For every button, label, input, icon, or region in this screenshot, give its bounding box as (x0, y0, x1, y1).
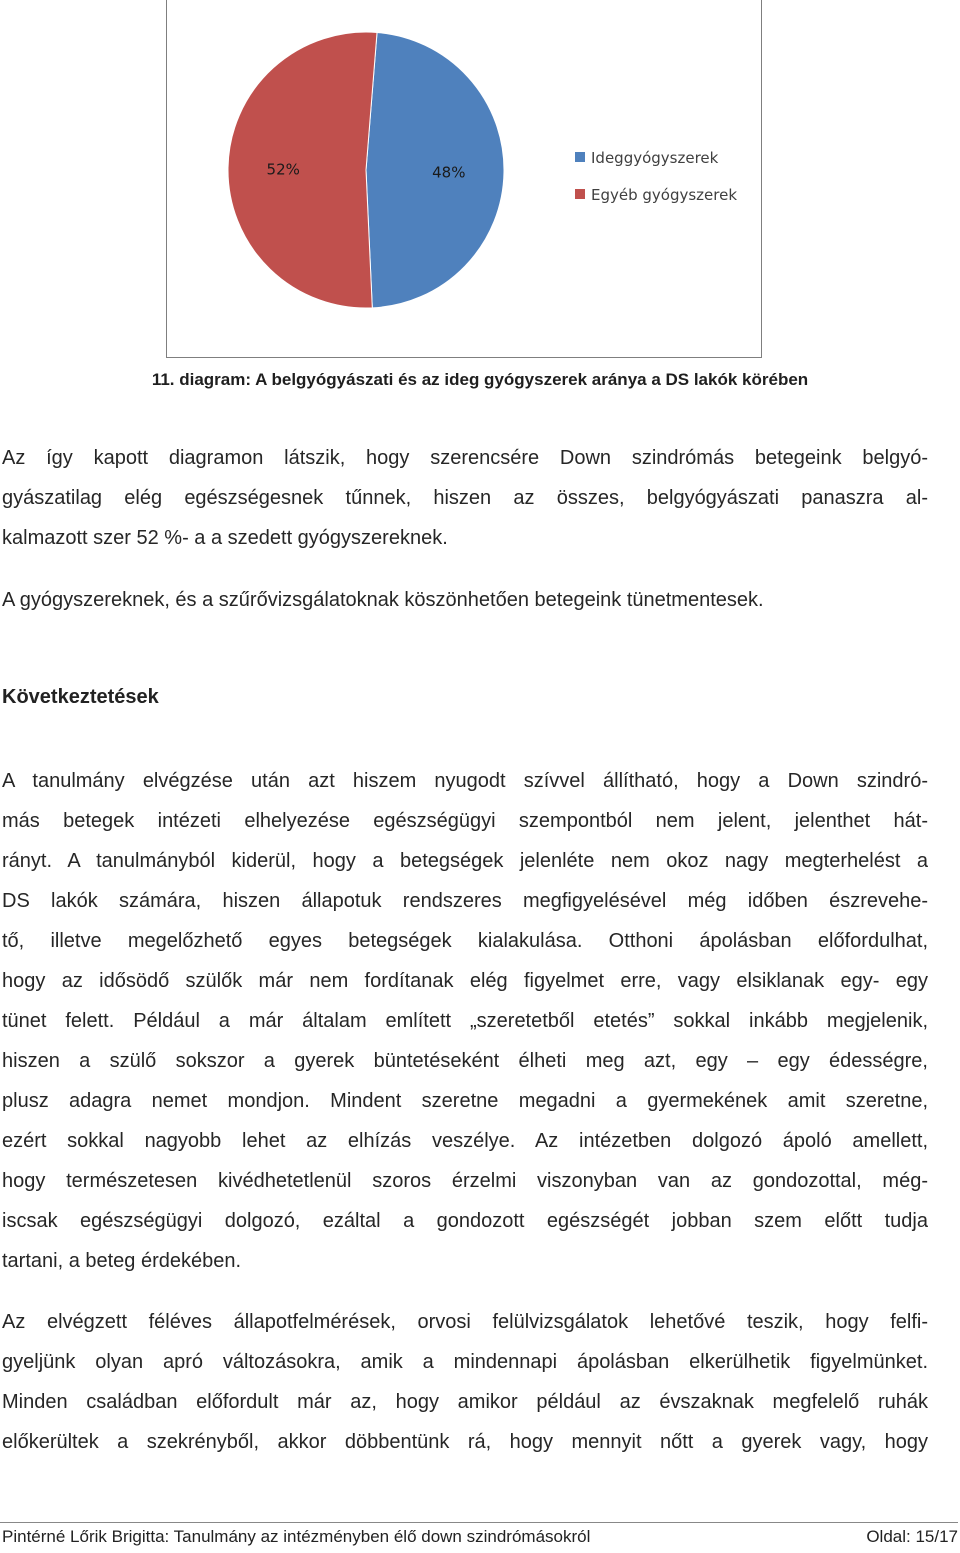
paragraph-3-line: ezért sokkal nagyobb lehet az elhízás veszélye. Az intézetben dolgozó ápoló amellett, (2, 1130, 928, 1152)
paragraph-3-line: tő, illetve megelőzhető egyes betegségek kialakulása. Otthoni ápolásban előfordulhat, (2, 930, 928, 952)
paragraph-1 (2, 438, 928, 558)
paragraph-3-line: más betegek intézeti elhelyezése egészségügyi szempontból nem jelent, jelenthet hát- (2, 810, 928, 832)
legend-swatch (575, 152, 585, 162)
paragraph-3-line: tünet felett. Például a már általam említett „szeretetből etetés” sokkal inkább megjelenik, (2, 1010, 928, 1032)
pie-chart (166, 0, 762, 358)
paragraph-4-line: Minden családban előfordult már az, hogy amikor például az évszaknak megfelelő ruhák (2, 1391, 928, 1413)
legend-label: Ideggyógyszerek (591, 149, 719, 167)
legend-swatch (575, 189, 585, 199)
paragraph-3-line: plusz adagra nemet mondjon. Mindent szeretne megadni a gyermekének amit szeretne, (2, 1090, 928, 1112)
paragraph-1-line: Az így kapott diagramon látszik, hogy szerencsére Down szindrómás betegeink belgyó- (2, 447, 928, 469)
figure-caption: 11. diagram: A belgyógyászati és az ideg gyógyszerek aránya a DS lakók körében (151, 370, 809, 389)
pie-slice (228, 32, 377, 308)
footer-author-title: Pintérné Lőrik Brigitta: Tanulmány az intézményben élő down szindrómásokról (2, 1527, 591, 1546)
paragraph-3-line: hogy az idősödő szülők már nem fordítanak elég figyelmet erre, vagy elsiklanak egy- egy (2, 970, 928, 992)
legend-label: Egyéb gyógyszerek (591, 186, 738, 204)
paragraph-1-line: gyászatilag elég egészségesnek tűnnek, hiszen az összes, belgyógyászati panaszra al- (2, 487, 928, 509)
paragraph-3-line: iscsak egészségügyi dolgozó, ezáltal a gondozott egészségét jobban szem előtt tudja (2, 1210, 928, 1232)
paragraph-2-line: A gyógyszereknek, és a szűrővizsgálatoknak köszönhetően betegeink tünetmentesek. (2, 589, 764, 611)
paragraph-4 (2, 1302, 928, 1462)
pie-chart-svg (167, 0, 763, 358)
paragraph-3-line: A tanulmány elvégzése után azt hiszem nyugodt szívvel állítható, hogy a Down szindró- (2, 770, 928, 792)
paragraph-1-line: kalmazott szer 52 %- a a szedett gyógyszereknek. (2, 527, 448, 549)
paragraph-4-line: Az elvégzett féléves állapotfelmérések, orvosi felülvizsgálatok lehetővé teszik, hogy felfi- (2, 1311, 928, 1333)
pie-slice-label: 48% (432, 163, 466, 182)
paragraph-3-line: DS lakók számára, hiszen állapotuk rendszeres megfigyelésével még időben észrevehe- (2, 890, 928, 912)
paragraph-4-line: előkerültek a szekrényből, akkor döbbentünk rá, hogy mennyit nőtt a gyerek vagy, hogy (2, 1431, 928, 1453)
paragraph-3 (2, 761, 928, 1281)
paragraph-3-line: tartani, a beteg érdekében. (2, 1250, 242, 1272)
paragraph-3-line: rányt. A tanulmányból kiderül, hogy a betegségek jelenléte nem okoz nagy megterhelést a (2, 850, 928, 872)
pie-slice-label: 52% (266, 160, 300, 179)
paragraph-4-line: gyeljünk olyan apró változásokra, amik a mindennapi ápolásban elkerülhetik figyelmünket. (2, 1351, 928, 1373)
paragraph-3-line: hiszen a szülő sokszor a gyerek büntetéseként élheti meg azt, egy – egy édességre, (2, 1050, 928, 1072)
section-heading: Következtetések (2, 686, 159, 708)
paragraph-3-line: hogy természetesen kivédhetetlenül szoros érzelmi viszonyban van az gondozottal, még- (2, 1170, 928, 1192)
footer-page-number: Oldal: 15/17 (866, 1527, 958, 1546)
page-footer (0, 1522, 958, 1553)
paragraph-2 (2, 580, 928, 620)
